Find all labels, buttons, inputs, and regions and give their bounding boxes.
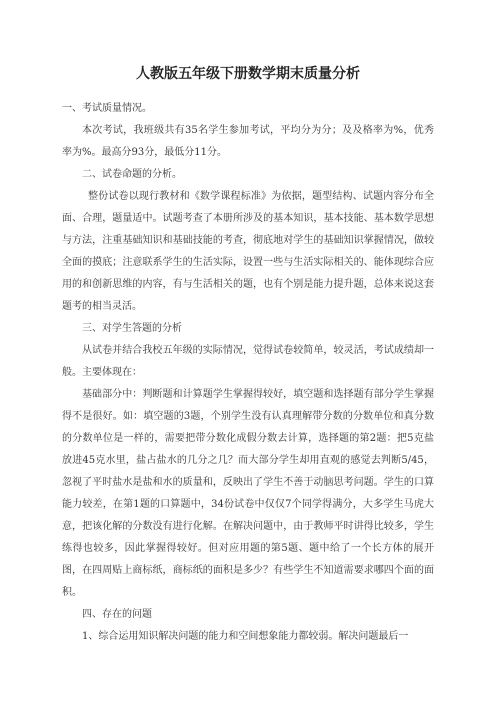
section-paragraph: 本次考试，我班级共有35名学生参加考试，平均分为分；及及格率为%，优秀率为%。最高分93分，最低分11分。 bbox=[62, 125, 434, 158]
section-paragraph: 1、综合运用知识解决问题的能力和空间想象能力都较弱。解决问题最后一 bbox=[82, 631, 409, 642]
section-heading: 二、试卷命题的分析。 bbox=[82, 169, 182, 180]
document-title: 人教版五年级下册数学期末质量分析 bbox=[136, 66, 360, 82]
section-paragraph: 基础部分中：判断题和计算题学生掌握得较好，填空题和选择题有部分学生掌握得不是很好。如：填空题的3题，个别学生没有认真理解带分数的分数单位和真分数的分数单位是一样的，需要把带分数化成假分数去计算，选择题的第2题：把5克盐放进45克水里，盐占盐水的几分之几？而大部分学生却用直观的感觉去判断5/45，忽视了平时盐水是盐和水的质量和，反映出了学生不善于动脑思考问题。学生的口算能力较差，在第1题的口算题中，34份试卷中仅仅7个同学得满分，大多学生马虎大意，把该化解的分数没有进行化解。在解决问题中，由于教师平时讲得比较多，学生练得也较多，因此掌握得较好。但对应用题的第5题、题中给了一个长方体的展开图，在四周贴上商标纸，商标纸的面积是多少？有些学生不知道需要求哪四个面的面积。 bbox=[62, 389, 434, 598]
section-exam-quality bbox=[62, 98, 434, 164]
section-heading: 一、考试质量情况。 bbox=[62, 103, 152, 114]
section-student-answers bbox=[62, 318, 434, 604]
section-heading: 四、存在的问题 bbox=[82, 609, 152, 620]
section-paragraph: 从试卷并结合我校五年级的实际情况，觉得试卷较简单，较灵活，考试成绩却一般。主要体现在： bbox=[62, 345, 434, 378]
section-heading: 三、对学生答题的分析 bbox=[82, 323, 182, 334]
section-paragraph: 整份试卷以现行教材和《数学课程标准》为依据，题型结构、试题内容分布全面、合理，题量适中。试题考查了本册所涉及的基本知识，基本技能、基本数学思想与方法，注重基础知识和基础技能的考查，彻底地对学生的基础知识掌握情况，做较全面的摸底；注意联系学生的生活实际，设置一些与生活实际相关的、能体现综合应用的和创新思维的内容，有与生活相关的题，也有个别是能力提升题，总体来说这套题考的相当灵活。 bbox=[62, 191, 434, 312]
section-paper-analysis bbox=[62, 164, 434, 318]
section-problems bbox=[62, 604, 434, 648]
